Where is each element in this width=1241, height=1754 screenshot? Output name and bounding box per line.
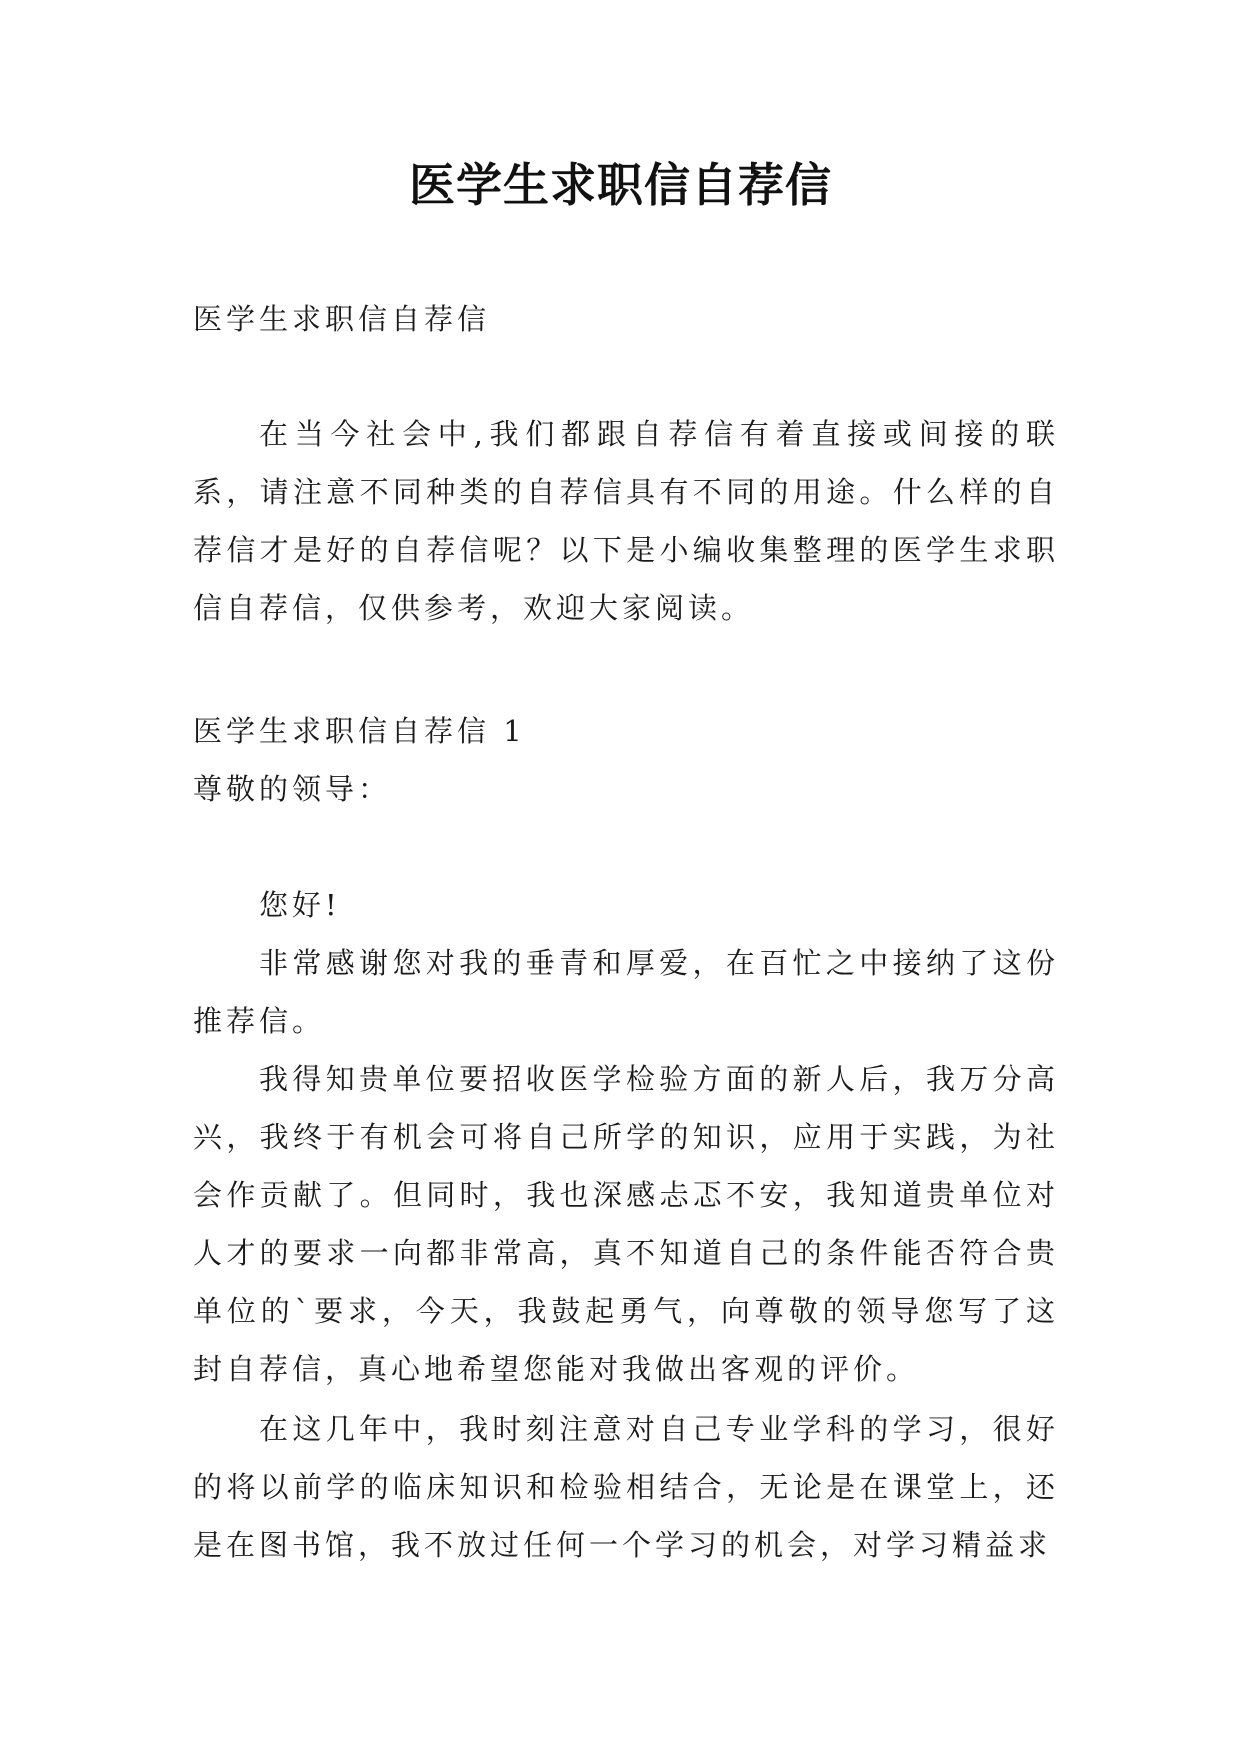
letter-greeting: 您好! xyxy=(259,888,341,922)
document-title: 医学生求职信自荐信 xyxy=(409,158,832,212)
letter-body-paragraph: 我得知贵单位要招收医学检验方面的新人后，我万分高兴，我终于有机会可将自己所学的知识，应用于实践，为社会作贡献了。但同时，我也深感忐忑不安，我知道贵单位对人才的要求一向都非常高，真不知道自己的条件能否符合贵单位的`要求，今天，我鼓起勇气，向尊敬的领导您写了这封自荐信，真心地希望您能对我做出客观的评价。 xyxy=(193,1062,1059,1386)
letter-body-paragraph: 在这几年中，我时刻注意对自己专业学科的学习，很好的将以前学的临床知识和检验相结合，无论是在课堂上，还是在图书馆，我不放过任何一个学习的机会，对学习精益求 xyxy=(193,1412,1059,1562)
letter-salutation: 尊敬的领导： xyxy=(193,772,392,806)
intro-paragraph: 在当今社会中,我们都跟自荐信有着直接或间接的联系，请注意不同种类的自荐信具有不同的用途。什么样的自荐信才是好的自荐信呢？以下是小编收集整理的医学生求职信自荐信，仅供参考，欢迎大家阅读。 xyxy=(193,417,1059,625)
letter-heading: 医学生求职信自荐信 1 xyxy=(193,714,526,748)
letter-thanks-paragraph: 非常感谢您对我的垂青和厚爱，在百忙之中接纳了这份推荐信。 xyxy=(193,946,1059,1038)
document-subtitle: 医学生求职信自荐信 xyxy=(193,302,491,336)
